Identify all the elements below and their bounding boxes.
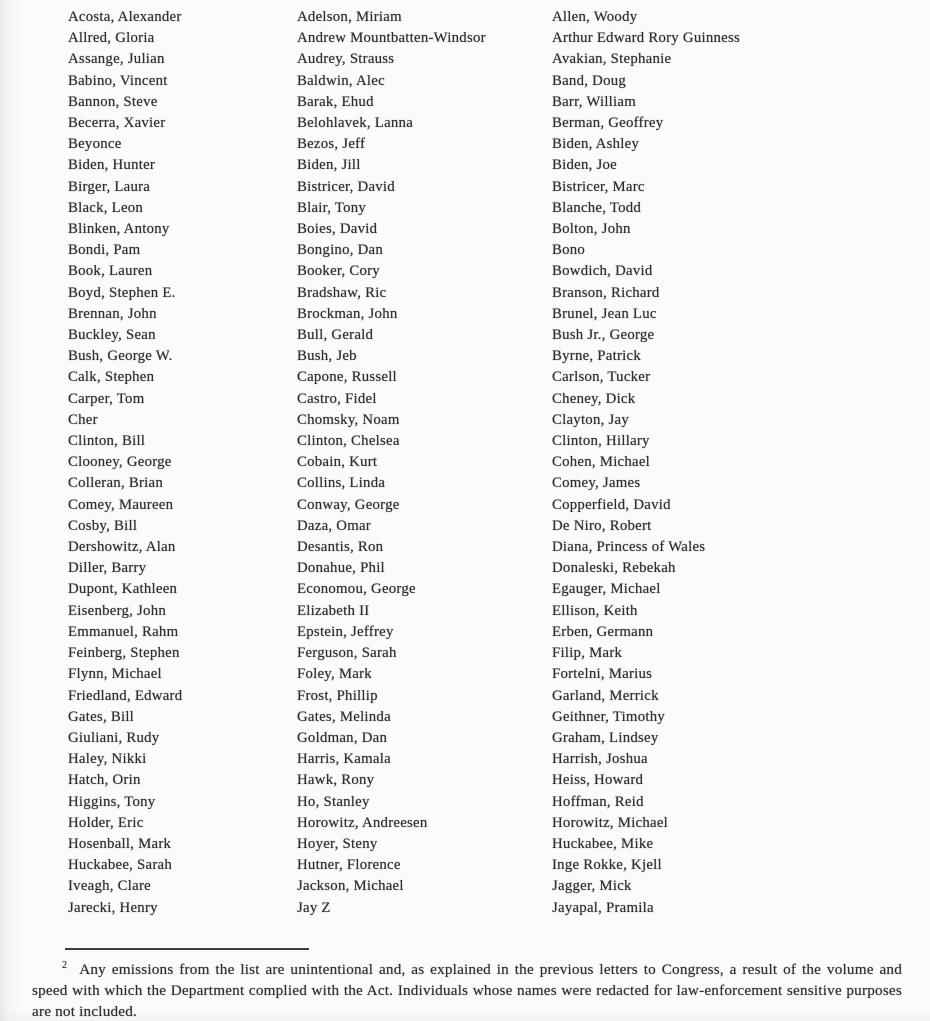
name-entry: Ferguson, Sarah bbox=[297, 645, 397, 662]
name-entry: Blair, Tony bbox=[297, 199, 367, 216]
name-entry: Clinton, Chelsea bbox=[297, 433, 400, 450]
name-entry: Holder, Eric bbox=[68, 814, 144, 831]
name-entry: Harris, Kamala bbox=[297, 751, 391, 768]
name-entry: Bistricer, David bbox=[297, 178, 395, 195]
footnote-text: Any emissions from the list are unintentional and, as explained in the previous letters to Congress, a result of the volume and speed with which the Department complied with the Act. Individuals whose names were redacted for law-enforcement sensitive purposes are not included. bbox=[32, 961, 902, 1020]
name-entry: Brennan, John bbox=[68, 305, 157, 322]
name-entry: Jackson, Michael bbox=[297, 878, 404, 895]
name-entry: Giuliani, Rudy bbox=[68, 729, 160, 746]
name-entry: Carper, Tom bbox=[68, 390, 145, 407]
name-entry: Adelson, Miriam bbox=[297, 9, 402, 25]
name-entry: Hatch, Orin bbox=[68, 772, 141, 789]
name-entry: Eisenberg, John bbox=[68, 602, 167, 619]
name-entry: Graham, Lindsey bbox=[552, 729, 659, 746]
name-entry: Ellison, Keith bbox=[552, 602, 638, 619]
name-entry: Assange, Julian bbox=[68, 51, 165, 68]
name-entry: Bistricer, Marc bbox=[552, 178, 645, 195]
name-entry: Donaleski, Rebekah bbox=[552, 560, 676, 577]
name-entry: Bongino, Dan bbox=[297, 242, 384, 259]
name-entry: Acosta, Alexander bbox=[68, 9, 182, 25]
name-entry: Higgins, Tony bbox=[68, 793, 156, 810]
name-entry: Fortelni, Marius bbox=[552, 666, 653, 683]
name-column-2 bbox=[297, 7, 486, 919]
name-entry: Goldman, Dan bbox=[297, 729, 388, 746]
name-entry: Clooney, George bbox=[68, 454, 172, 471]
name-entry: Frost, Phillip bbox=[297, 687, 378, 704]
name-entry: Avakian, Stephanie bbox=[552, 51, 672, 68]
name-entry: Bradshaw, Ric bbox=[297, 284, 387, 301]
name-entry: Hawk, Rony bbox=[297, 772, 375, 789]
name-entry: Hutner, Florence bbox=[297, 857, 401, 874]
name-entry: Bull, Gerald bbox=[297, 327, 374, 344]
name-entry: Babino, Vincent bbox=[68, 72, 168, 89]
footnote-separator bbox=[65, 948, 309, 950]
name-entry: Blanche, Todd bbox=[552, 199, 642, 216]
name-entry: Epstein, Jeffrey bbox=[297, 623, 394, 640]
name-entry: Allred, Gloria bbox=[68, 30, 155, 47]
name-entry: Economou, George bbox=[297, 581, 416, 598]
name-entry: Bannon, Steve bbox=[68, 93, 158, 110]
name-entry: Biden, Joe bbox=[552, 157, 617, 174]
name-entry: Carlson, Tucker bbox=[552, 369, 651, 386]
name-entry: Band, Doug bbox=[552, 72, 627, 89]
name-entry: Bush, George W. bbox=[68, 348, 173, 365]
name-entry: Flynn, Michael bbox=[68, 666, 162, 683]
name-entry: Geithner, Timothy bbox=[552, 708, 666, 725]
name-entry: Bondi, Pam bbox=[68, 242, 141, 259]
name-entry: Desantis, Ron bbox=[297, 539, 384, 556]
name-entry: Audrey, Strauss bbox=[297, 51, 395, 68]
name-entry: Brunel, Jean Luc bbox=[552, 305, 657, 322]
name-column-1 bbox=[68, 7, 182, 919]
name-entry: Jayapal, Pramila bbox=[552, 899, 654, 916]
name-entry: Haley, Nikki bbox=[68, 751, 147, 768]
name-entry: Birger, Laura bbox=[68, 178, 151, 195]
name-entry: Harrish, Joshua bbox=[552, 751, 648, 768]
name-entry: Cosby, Bill bbox=[68, 517, 138, 534]
name-entry: Comey, Maureen bbox=[68, 496, 174, 513]
name-entry: Black, Leon bbox=[68, 199, 144, 216]
name-entry: Allen, Woody bbox=[552, 9, 638, 25]
name-entry: Brockman, John bbox=[297, 305, 398, 322]
name-entry: Horowitz, Andreesen bbox=[297, 814, 428, 831]
name-entry: Byrne, Patrick bbox=[552, 348, 641, 365]
name-entry: Diana, Princess of Wales bbox=[552, 539, 706, 556]
name-entry: Biden, Hunter bbox=[68, 157, 156, 174]
name-entry: Conway, George bbox=[297, 496, 400, 513]
name-entry: Dupont, Kathleen bbox=[68, 581, 178, 598]
footnote-marker: 2 bbox=[62, 960, 68, 971]
name-entry: Hoffman, Reid bbox=[552, 793, 644, 810]
name-entry: Foley, Mark bbox=[297, 666, 372, 683]
name-entry: Berman, Geoffrey bbox=[552, 115, 664, 132]
name-entry: Hosenball, Mark bbox=[68, 835, 172, 852]
name-entry: Comey, James bbox=[552, 475, 641, 492]
name-entry: Calk, Stephen bbox=[68, 369, 155, 386]
name-entry: Elizabeth II bbox=[297, 602, 370, 619]
name-entry: Blinken, Antony bbox=[68, 221, 170, 238]
name-entry: Emmanuel, Rahm bbox=[68, 623, 179, 640]
name-entry: Feinberg, Stephen bbox=[68, 645, 180, 662]
name-entry: Gates, Bill bbox=[68, 708, 135, 725]
name-entry: Hoyer, Steny bbox=[297, 835, 378, 852]
name-entry: Arthur Edward Rory Guinness bbox=[552, 30, 740, 47]
name-entry: Barr, William bbox=[552, 93, 636, 110]
name-entry: Andrew Mountbatten-Windsor bbox=[297, 30, 486, 47]
name-entry: Clayton, Jay bbox=[552, 411, 629, 428]
name-entry: Bush, Jeb bbox=[297, 348, 357, 365]
name-entry: Clinton, Bill bbox=[68, 433, 146, 450]
name-entry: Boies, David bbox=[297, 221, 378, 238]
name-entry: Capone, Russell bbox=[297, 369, 397, 386]
name-entry: Becerra, Xavier bbox=[68, 115, 166, 132]
name-entry: Castro, Fidel bbox=[297, 390, 377, 407]
name-entry: Clinton, Hillary bbox=[552, 433, 650, 450]
name-entry: Jarecki, Henry bbox=[68, 899, 158, 916]
name-entry: Jay Z bbox=[297, 899, 331, 916]
name-entry: Daza, Omar bbox=[297, 517, 371, 534]
name-entry: Bono bbox=[552, 242, 586, 259]
name-entry: Cobain, Kurt bbox=[297, 454, 378, 471]
name-entry: Horowitz, Michael bbox=[552, 814, 669, 831]
name-entry: Egauger, Michael bbox=[552, 581, 661, 598]
name-entry: Bolton, John bbox=[552, 221, 631, 238]
name-entry: Boyd, Stephen E. bbox=[68, 284, 176, 301]
name-entry: Friedland, Edward bbox=[68, 687, 183, 704]
name-entry: Beyonce bbox=[68, 136, 122, 153]
name-entry: Diller, Barry bbox=[68, 560, 147, 577]
name-entry: Erben, Germann bbox=[552, 623, 654, 640]
name-entry: Chomsky, Noam bbox=[297, 411, 400, 428]
name-entry: Booker, Cory bbox=[297, 263, 380, 280]
name-entry: Ho, Stanley bbox=[297, 793, 370, 810]
name-entry: Huckabee, Mike bbox=[552, 835, 654, 852]
footnote bbox=[32, 956, 902, 1021]
name-entry: Biden, Jill bbox=[297, 157, 361, 174]
name-entry: Cher bbox=[68, 411, 98, 428]
name-column-3 bbox=[552, 7, 740, 919]
name-entry: Iveagh, Clare bbox=[68, 878, 151, 895]
name-entry: Bush Jr., George bbox=[552, 327, 655, 344]
name-entry: Garland, Merrick bbox=[552, 687, 659, 704]
name-entry: Jagger, Mick bbox=[552, 878, 632, 895]
name-entry: Cheney, Dick bbox=[552, 390, 636, 407]
name-entry: Branson, Richard bbox=[552, 284, 660, 301]
name-entry: Heiss, Howard bbox=[552, 772, 644, 789]
name-entry: Baldwin, Alec bbox=[297, 72, 385, 89]
name-entry: Belohlavek, Lanna bbox=[297, 115, 414, 132]
name-entry: Bezos, Jeff bbox=[297, 136, 366, 153]
name-entry: De Niro, Robert bbox=[552, 517, 652, 534]
name-entry: Collins, Linda bbox=[297, 475, 386, 492]
name-entry: Biden, Ashley bbox=[552, 136, 640, 153]
name-entry: Gates, Melinda bbox=[297, 708, 391, 725]
name-entry: Book, Lauren bbox=[68, 263, 153, 280]
name-entry: Cohen, Michael bbox=[552, 454, 651, 471]
name-entry: Dershowitz, Alan bbox=[68, 539, 176, 556]
name-entry: Colleran, Brian bbox=[68, 475, 163, 492]
name-entry: Huckabee, Sarah bbox=[68, 857, 172, 874]
name-entry: Filip, Mark bbox=[552, 645, 623, 662]
name-entry: Barak, Ehud bbox=[297, 93, 374, 110]
name-entry: Inge Rokke, Kjell bbox=[552, 857, 662, 874]
name-entry: Donahue, Phil bbox=[297, 560, 385, 577]
name-entry: Bowdich, David bbox=[552, 263, 653, 280]
name-entry: Buckley, Sean bbox=[68, 327, 156, 344]
name-entry: Copperfield, David bbox=[552, 496, 671, 513]
